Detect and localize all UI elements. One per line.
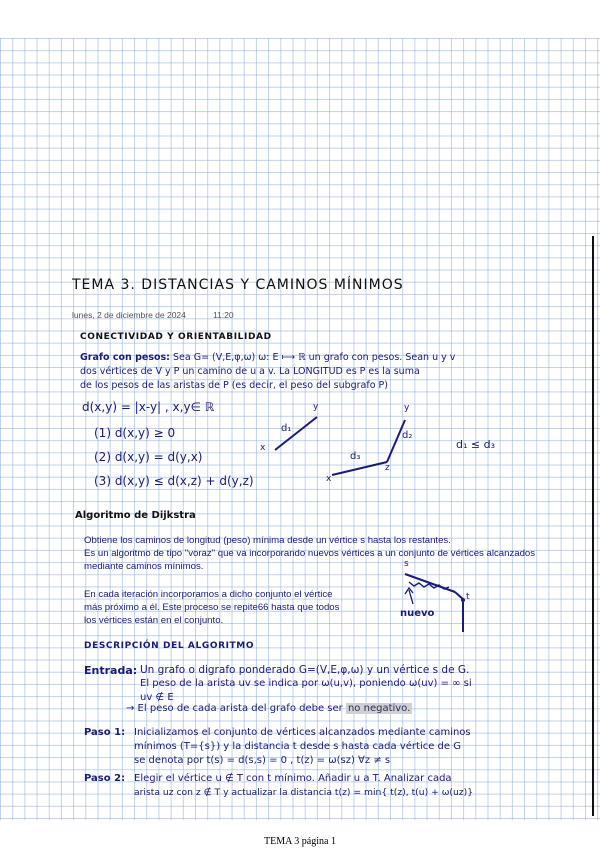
fig-label-nuevo: nuevo — [400, 608, 435, 619]
fig-label-t: t — [466, 592, 470, 602]
vertex-t — [461, 598, 465, 602]
dijkstra-p2-line1: En cada iteración incorporamos a dicho conjunto el vértice — [84, 589, 333, 600]
diagram-d1-label: d₁ — [281, 423, 292, 434]
diagram-y1: y — [313, 402, 319, 412]
diagram-x2: x — [326, 474, 332, 484]
date-stamp: lunes, 2 de diciembre de 2024 — [72, 310, 186, 320]
segment-d3 — [332, 462, 387, 475]
weighted-graph-line-2: dos vértices de V y P un camino de u a v. La LONGITUD es P es la suma — [80, 366, 420, 377]
entrada-note: → El peso de cada arista del grafo debe ser — [126, 703, 343, 714]
weighted-graph-text: Sea G= (V,E,φ,ω) ω: E ⟼ ℝ un grafo con pesos. Sean u y v — [173, 352, 456, 363]
fig-label-s: s — [404, 559, 409, 569]
property-2: (2) d(x,y) = d(y,x) — [94, 450, 203, 464]
paso2-label: Paso 2: — [84, 773, 126, 784]
diagram-inequality: d₁ ≤ d₃ — [456, 438, 495, 451]
property-1: (1) d(x,y) ≥ 0 — [94, 426, 176, 440]
diagram-y2: y — [404, 403, 410, 413]
paso1-line-3: se denota por t(s) = d(s,s) = 0 , t(z) = ω(sz) ∀z ≠ s — [134, 755, 391, 766]
entrada-line-3: uv ∉ E — [140, 692, 174, 703]
entrada-line-2: El peso de la arista uv se indica por ω(u,v), poniendo ω(uv) = ∞ si — [140, 678, 472, 689]
paso1-label: Paso 1: — [84, 727, 126, 738]
weighted-graph-line-1 — [80, 352, 455, 363]
segment-d2 — [387, 420, 405, 462]
dijkstra-p2-line3: los vértices están en el conjunto. — [84, 615, 224, 626]
distance-definition: d(x,y) = |x-y| , x,y∈ ℝ — [82, 400, 215, 414]
paso2-line-1: Elegir el vértice u ∉ T con t mínimo. Añadir u a T. Analizar cada — [134, 773, 452, 784]
section-heading-connectivity: CONECTIVIDAD Y ORIENTABILIDAD — [80, 332, 272, 342]
entrada-label: Entrada: — [84, 664, 138, 677]
dijkstra-p1-line2: Es un algoritmo de tipo "voraz" que va incorporando nuevos vértices a un conjunto de vértices alcanzados — [84, 548, 536, 559]
entrada-line-4 — [126, 703, 412, 714]
dijkstra-p1-line3: mediante caminos mínimos. — [84, 561, 204, 572]
margin-rule — [592, 236, 594, 816]
entrada-line-1: Un grafo o digrafo ponderado G=(V,E,φ,ω) y un vértice s de G. — [140, 664, 470, 676]
highlight-no-negativo: no negativo. — [347, 703, 411, 714]
page-title: TEMA 3. DISTANCIAS Y CAMINOS MÍNIMOS — [72, 277, 404, 293]
dijkstra-figure — [395, 562, 485, 637]
paso1-line-1: Inicializamos el conjunto de vértices alcanzados mediante caminos — [134, 727, 471, 738]
dijkstra-p1-line1: Obtiene los caminos de longitud (peso) mínima desde un vértice s hasta los restantes. — [84, 535, 451, 546]
paso2-line-2: arista uz con z ∉ T y actualizar la distancia t(z) = min{ t(z), t(u) + ω(uz)} — [134, 787, 474, 798]
time-stamp: 11:20 — [213, 310, 234, 320]
page-footer: TEMA 3 página 1 — [264, 836, 336, 847]
dijkstra-p2-line2: más próximo a él. Este proceso se repite66 hasta que todos — [84, 602, 340, 613]
diagram-d2-label: d₂ — [402, 430, 413, 441]
weighted-graph-line-3: de los pesos de las aristas de P (es decir, el peso del subgrafo P) — [80, 380, 388, 391]
paso1-line-2: mínimos (T={s}) y la distancia t desde s hasta cada vértice de G — [134, 741, 461, 752]
dijkstra-heading: Algoritmo de Dijkstra — [75, 510, 196, 521]
diagram-d3-label: d₃ — [350, 451, 361, 462]
weighted-graph-label: Grafo con pesos: — [80, 352, 170, 363]
description-heading: DESCRIPCIÓN DEL ALGORITMO — [84, 641, 255, 651]
diagram-z: z — [385, 463, 390, 473]
property-3: (3) d(x,y) ≤ d(x,z) + d(y,z) — [94, 474, 254, 488]
edge-s-t — [405, 574, 455, 592]
diagram-x1: x — [260, 443, 266, 453]
